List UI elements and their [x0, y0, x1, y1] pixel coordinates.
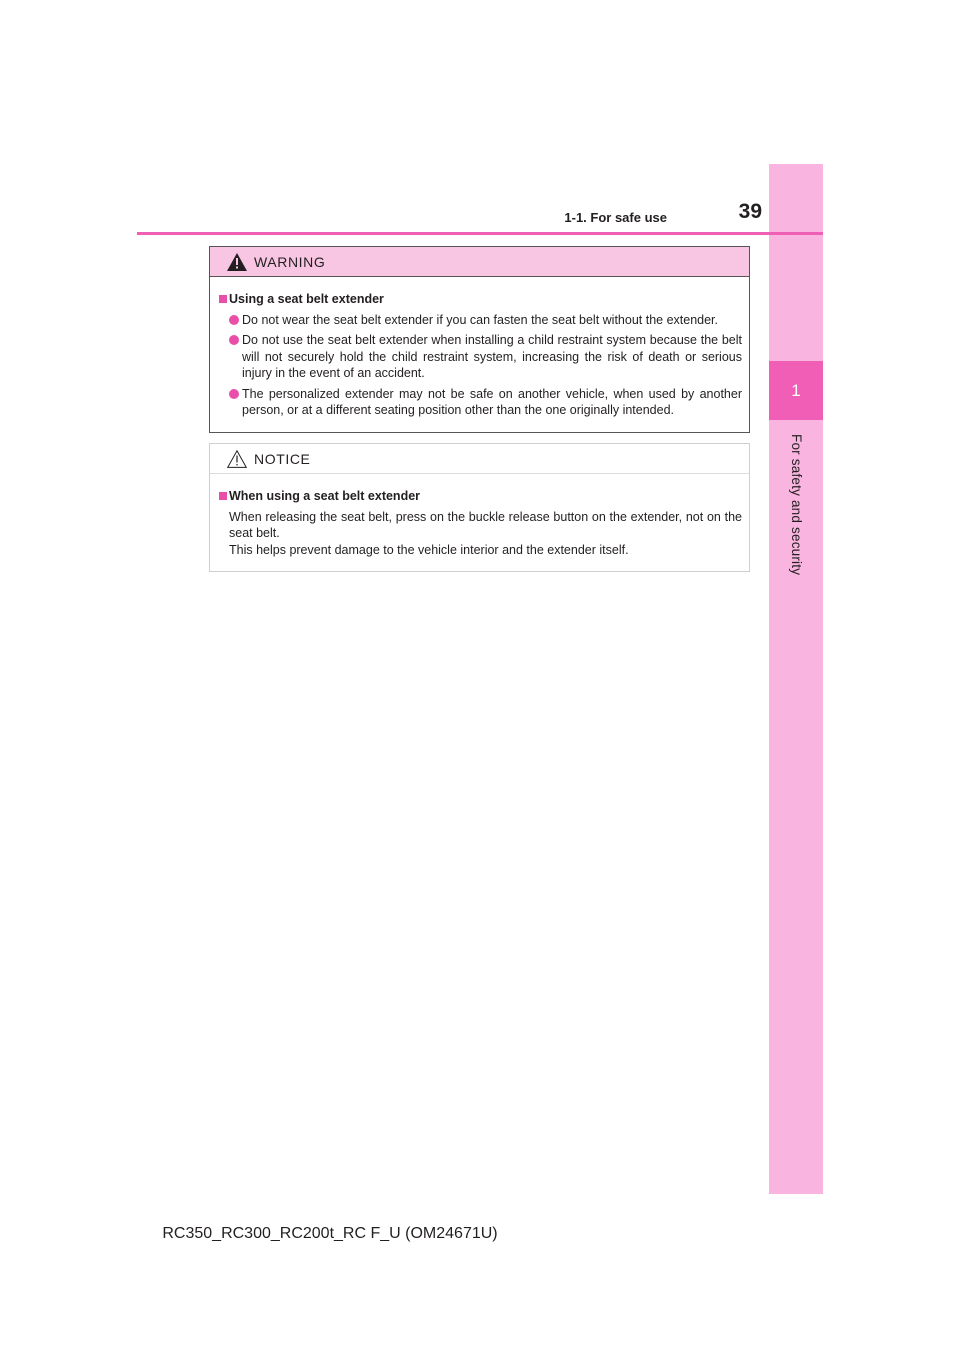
warning-box: [209, 246, 750, 433]
notice-body: [210, 474, 749, 558]
warning-bullet: [220, 386, 742, 419]
square-bullet-icon: [219, 492, 227, 500]
notice-subheading-text: When using a seat belt extender: [229, 489, 421, 503]
warning-triangle-icon: [227, 253, 247, 271]
notice-title: NOTICE: [254, 451, 311, 467]
warning-bullet-text: Do not wear the seat belt extender if you can fasten the seat belt without the extender.: [242, 312, 718, 327]
footer-model-code: RC350_RC300_RC200t_RC F_U (OM24671U): [162, 1225, 498, 1242]
header-rule: [137, 232, 823, 235]
chapter-side-tab: [769, 164, 823, 1194]
circle-bullet-icon: [229, 389, 239, 399]
square-bullet-icon: [219, 295, 227, 303]
notice-text: When releasing the seat belt, press on the buckle release button on the extender, not on the seat belt. This helps prevent damage to the vehicle interior and the extender itself.: [229, 509, 742, 557]
warning-subheading: [220, 291, 742, 308]
chapter-number: 1: [769, 361, 823, 420]
notice-subheading: [220, 488, 742, 505]
chapter-title: For safety and security: [789, 434, 804, 576]
warning-bullet: [220, 312, 742, 329]
page-number: 39: [738, 200, 762, 223]
notice-box: [209, 443, 750, 572]
warning-subheading-text: Using a seat belt extender: [229, 292, 384, 306]
warning-bullet-text: Do not use the seat belt extender when installing a child restraint system because the belt will not securely hold the child restraint system, increasing the risk of death or serious injury in the event of an accident.: [242, 333, 742, 380]
warning-bullet-text: The personalized extender may not be safe on another vehicle, when used by another person, or at a different seating position other than the one originally intended.: [242, 386, 742, 417]
notice-triangle-icon: [227, 450, 247, 468]
circle-bullet-icon: [229, 335, 239, 345]
section-title: 1-1. For safe use: [564, 210, 667, 225]
warning-header: [210, 247, 749, 277]
warning-bullet: [220, 332, 742, 382]
warning-body: [210, 277, 749, 419]
warning-title: WARNING: [254, 254, 326, 270]
notice-header: [210, 444, 749, 474]
circle-bullet-icon: [229, 315, 239, 325]
